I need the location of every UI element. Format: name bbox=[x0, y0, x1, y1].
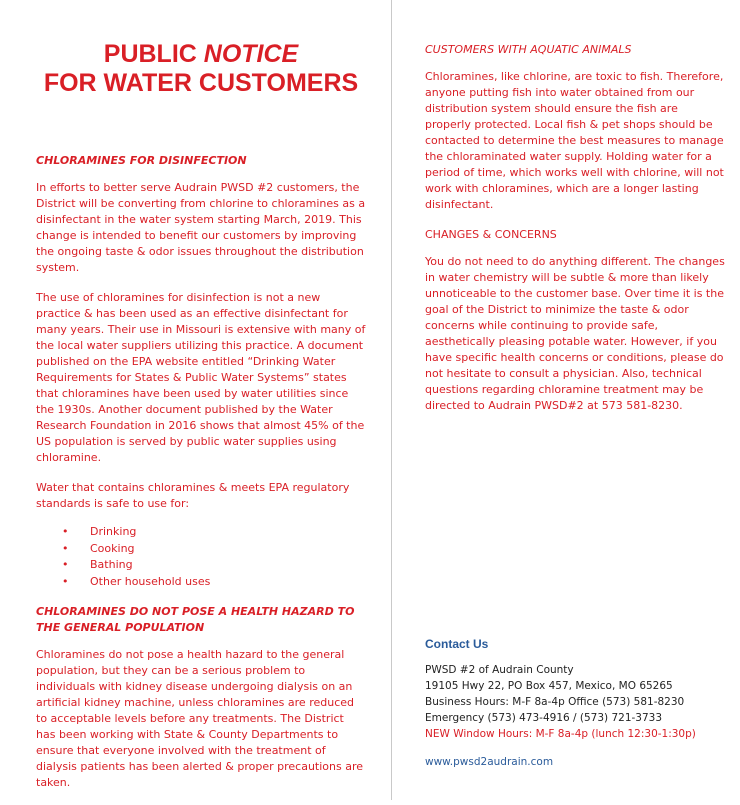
left-column bbox=[36, 40, 366, 805]
uses-list bbox=[36, 524, 366, 590]
list-item: • Bathing bbox=[36, 557, 366, 574]
contact-block bbox=[425, 636, 725, 770]
paragraph-history: The use of chloramines for disinfection is not a new practice & has been used as an effective disinfectant for many years. Their use in Missouri is extensive with many of the local water suppliers utilizing this practice. A document published on the EPA website entitled “Drinking Water Requirements for States & Public Water Systems” states that chloramines have been used by water utilities since the 1930s. Another document published by the Water Research Foundation in 2016 shows that almost 45% of the US population is served by public water supplies using chloramine. bbox=[36, 291, 366, 464]
section-heading-health-hazard: CHLORAMINES DO NOT POSE A HEALTH HAZARD TO THE GENERAL POPULATION bbox=[36, 605, 355, 634]
contact-org: PWSD #2 of Audrain County bbox=[425, 664, 574, 676]
title-notice: NOTICE bbox=[203, 40, 299, 68]
paragraph-changes: You do not need to do anything different. The changes in water chemistry will be subtle & more than likely unnoticeable to the customer base. Over time it is the goal of the District to minimize the taste & odor concerns while continuing to provide safe, aesthetically pleasing potable water. However, if you have specific health concerns or conditions, please do not hesitate to consult a physician. Also, technical questions regarding chloramine treatment may be directed to Audrain PWSD#2 at 573 581-8230. bbox=[425, 255, 725, 412]
section-heading-changes: CHANGES & CONCERNS bbox=[425, 228, 557, 241]
paragraph-dialysis: Chloramines do not pose a health hazard to the general population, but they can be a serious problem to individuals with kidney disease undergoing dialysis on an artificial kidney machine, unless chloramines are reduced to acceptable levels before any treatments. The District has been working with State & County Departments to ensure that everyone involved with the treatment of dialysis patients has been alerted & proper precautions are taken. bbox=[36, 648, 364, 789]
paragraph-safe-uses: Water that contains chloramines & meets EPA regulatory standards is safe to use for: bbox=[36, 481, 350, 510]
column-divider bbox=[391, 0, 392, 800]
contact-heading: Contact Us bbox=[425, 637, 489, 651]
paragraph-intro: In efforts to better serve Audrain PWSD #2 customers, the District will be converting from chlorine to chloramines as a disinfectant in the water system starting March, 2019. This change is intended to benefit our customers by improving the ongoing taste & odor issues throughout the distribution system. bbox=[36, 181, 366, 274]
contact-window-hours: NEW Window Hours: M-F 8a-4p (lunch 12:30-1:30p) bbox=[425, 728, 696, 740]
contact-business-hours: Business Hours: M-F 8a-4p Office (573) 581-8230 bbox=[425, 696, 685, 708]
contact-address: 19105 Hwy 22, PO Box 457, Mexico, MO 65265 bbox=[425, 680, 673, 692]
title-public: PUBLIC bbox=[103, 40, 204, 68]
title-line2: FOR WATER CUSTOMERS bbox=[43, 69, 359, 97]
section-heading-disinfection: CHLORAMINES FOR DISINFECTION bbox=[36, 154, 247, 167]
contact-emergency: Emergency (573) 473-4916 / (573) 721-3733 bbox=[425, 712, 663, 724]
list-item: • Other household uses bbox=[36, 574, 366, 591]
right-column bbox=[425, 42, 725, 428]
website-link[interactable]: www.pwsd2audrain.com bbox=[425, 756, 554, 768]
page-title bbox=[36, 40, 366, 98]
list-item: • Drinking bbox=[36, 524, 366, 541]
section-heading-aquatic: CUSTOMERS WITH AQUATIC ANIMALS bbox=[425, 43, 632, 56]
list-item: • Cooking bbox=[36, 541, 366, 558]
paragraph-aquatic: Chloramines, like chlorine, are toxic to fish. Therefore, anyone putting fish into water obtained from our distribution system should ensure the fish are properly protected. Local fish & pet shops should be contacted to determine the best measures to manage the chloraminated water supply. Holding water for a period of time, which works well with chlorine, will not work with chloramines, which are a longer lasting disinfectant. bbox=[425, 70, 724, 211]
